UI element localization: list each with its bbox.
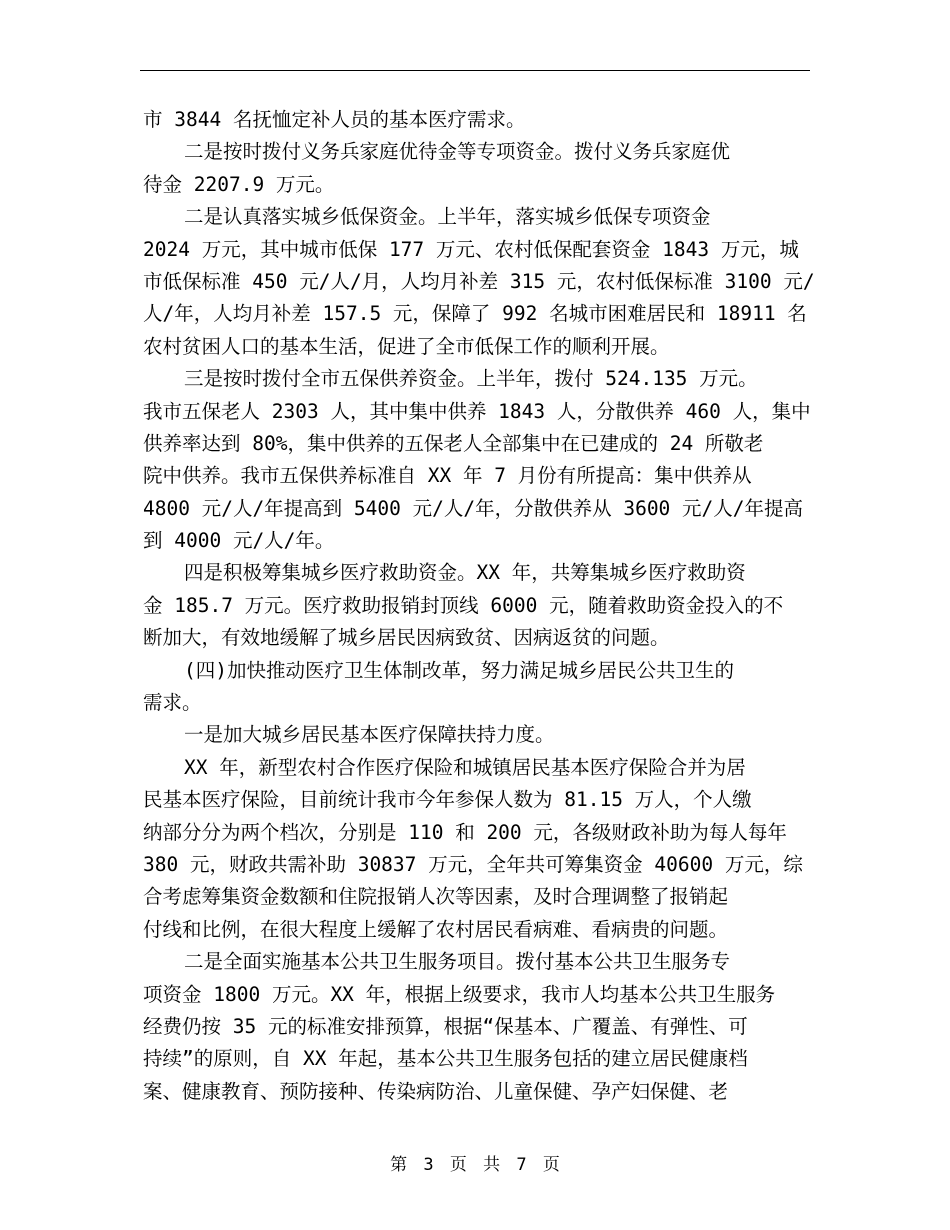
text-line: 2024 万元，其中城市低保 177 万元、农村低保配套资金 1843 万元，城 xyxy=(143,237,799,261)
text-line: 市低保标准 450 元/人/月，人均月补差 315 元，农村低保标准 3100 元/ xyxy=(143,269,815,293)
text-line: 市 3844 名抚恤定补人员的基本医疗需求。 xyxy=(143,108,526,131)
text-line: 三是按时拨付全市五保供养资金。上半年，拨付 524.135 万元。 xyxy=(184,367,758,391)
text-line: 合考虑筹集资金数额和住院报销人次等因素，及时合理调整了报销起 xyxy=(143,885,729,909)
text-line: 二是按时拨付义务兵家庭优待金等专项资金。拨付义务兵家庭优 xyxy=(184,140,731,164)
text-line: 待金 2207.9 万元。 xyxy=(143,172,335,196)
text-line: 到 4000 元/人/年。 xyxy=(143,529,335,553)
text-line: 四是积极筹集城乡医疗救助资金。XX 年，共筹集城乡医疗救助资 xyxy=(184,561,746,585)
text-line: 案、健康教育、预防接种、传染病防治、儿童保健、孕产妇保健、老 xyxy=(143,1079,729,1103)
text-line: 二是认真落实城乡低保资金。上半年，落实城乡低保专项资金 xyxy=(184,205,711,229)
header-rule xyxy=(140,70,810,71)
text-line: 二是全面实施基本公共卫生服务项目。拨付基本公共卫生服务专 xyxy=(184,950,731,974)
text-line: 纳部分分为两个档次，分别是 110 和 200 元，各级财政补助为每人每年 xyxy=(143,820,787,844)
text-line: 需求。 xyxy=(143,691,202,715)
text-line: 380 元，财政共需补助 30837 万元，全年共可筹集资金 40600 万元，综 xyxy=(143,852,803,876)
text-line: 人/年，人均月补差 157.5 元，保障了 992 名城市困难居民和 18911 名 xyxy=(143,302,807,326)
text-line: 断加大，有效地缓解了城乡居民因病致贫、因病返贫的问题。 xyxy=(143,626,670,650)
text-line: 一是加大城乡居民基本医疗保障扶持力度。 xyxy=(184,723,555,747)
text-line: 4800 元/人/年提高到 5400 元/人/年，分散供养从 3600 元/人/年提高 xyxy=(143,496,804,520)
text-line: 付线和比例，在很大程度上缓解了农村居民看病难、看病贵的问题。 xyxy=(143,917,729,941)
text-line: 院中供养。我市五保供养标准自 XX 年 7 月份有所提高：集中供养从 xyxy=(143,464,752,488)
text-line: 经费仍按 35 元的标准安排预算，根据“保基本、广覆盖、有弹性、可 xyxy=(143,1014,748,1038)
text-line: XX 年，新型农村合作医疗保险和城镇居民基本医疗保险合并为居 xyxy=(184,755,746,779)
text-line: 项资金 1800 万元。XX 年，根据上级要求，我市人均基本公共卫生服务 xyxy=(143,982,776,1006)
text-line: 供养率达到 80%，集中供养的五保老人全部集中在已建成的 24 所敬老 xyxy=(143,431,764,455)
page-number: 第 3 页 共 7 页 xyxy=(390,1155,560,1175)
text-line: 金 185.7 万元。医疗救助报销封顶线 6000 元，随着救助资金投入的不 xyxy=(143,593,784,617)
text-line: (四)加快推动医疗卫生体制改革，努力满足城乡居民公共卫生的 xyxy=(184,658,734,682)
text-line: 我市五保老人 2303 人，其中集中供养 1843 人，分散供养 460 人，集中 xyxy=(143,399,811,423)
text-line: 民基本医疗保险，目前统计我市今年参保人数为 81.15 万人，个人缴 xyxy=(143,788,752,812)
text-line: 持续”的原则，自 XX 年起，基本公共卫生服务包括的建立居民健康档 xyxy=(143,1047,748,1071)
text-line: 农村贫困人口的基本生活，促进了全市低保工作的顺利开展。 xyxy=(143,334,670,358)
document-body xyxy=(143,104,815,1108)
